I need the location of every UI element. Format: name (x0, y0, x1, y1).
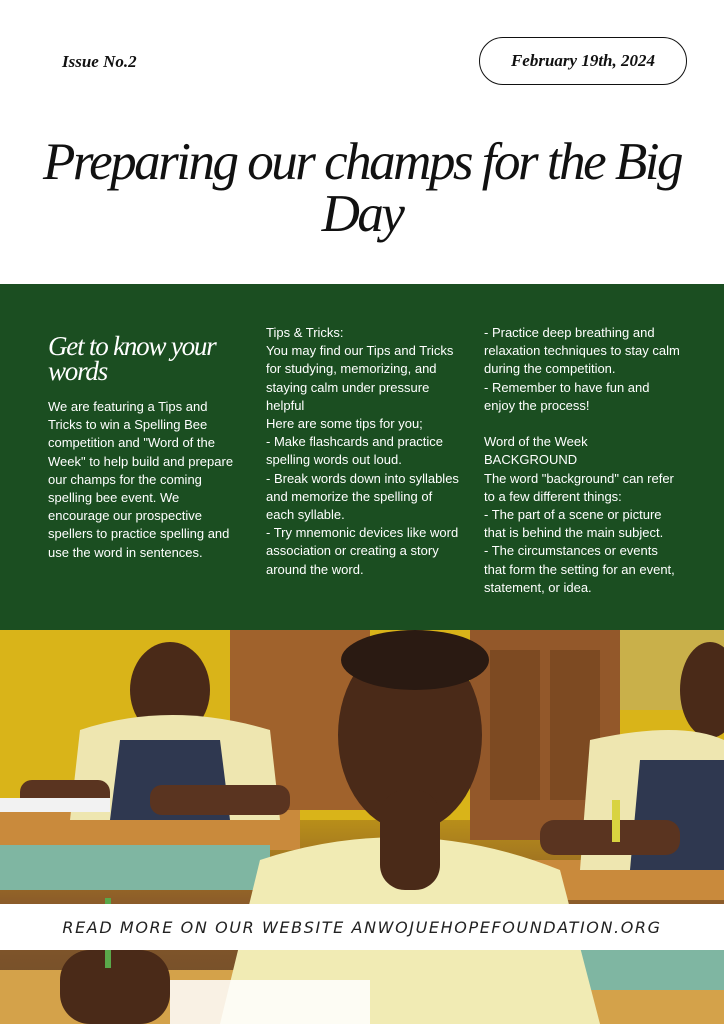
intro-text: We are featuring a Tips and Tricks to win a Spelling Bee competition and "Word of the Week" to help build and prepare our champs for the coming spelling bee event. We encourage our prospective spellers to practice spelling and use the word in sentences. (48, 399, 234, 560)
article-section (0, 284, 724, 630)
website-banner (0, 904, 724, 950)
date-badge (479, 37, 687, 85)
issue-number: Issue No.2 (62, 52, 137, 71)
section-heading: Get to know your words (48, 331, 216, 386)
tips-column: Tips & Tricks: You may find our Tips and Tricks for studying, memorizing, and staying calm under pressure helpful Here are some tips for you; - Make flashcards and practice spelling words out loud. - Break words down into syllables and memorize the spelling of each syllable. - Try mnemonic devices like word association or creating a story around the word. (266, 325, 459, 577)
masthead (0, 0, 724, 284)
website-link[interactable]: READ MORE ON OUR WEBSITE ANWOJUEHOPEFOUNDATION.ORG (62, 917, 662, 937)
word-of-week-column: - Practice deep breathing and relaxation techniques to stay calm during the competition. - Remember to have fun and enjoy the process! Word of the Week BACKGROUND The word "background" can refer to a few different things: - The part of a scene or picture that is behind the main subject. - The circumstances or events that form the setting for an event, statement, or idea. (484, 325, 680, 595)
classroom-photo (0, 630, 724, 1024)
classroom-illustration (0, 630, 724, 1024)
page-title: Preparing our champs for the Big Day (43, 133, 681, 243)
date-text: February 19th, 2024 (510, 51, 656, 70)
